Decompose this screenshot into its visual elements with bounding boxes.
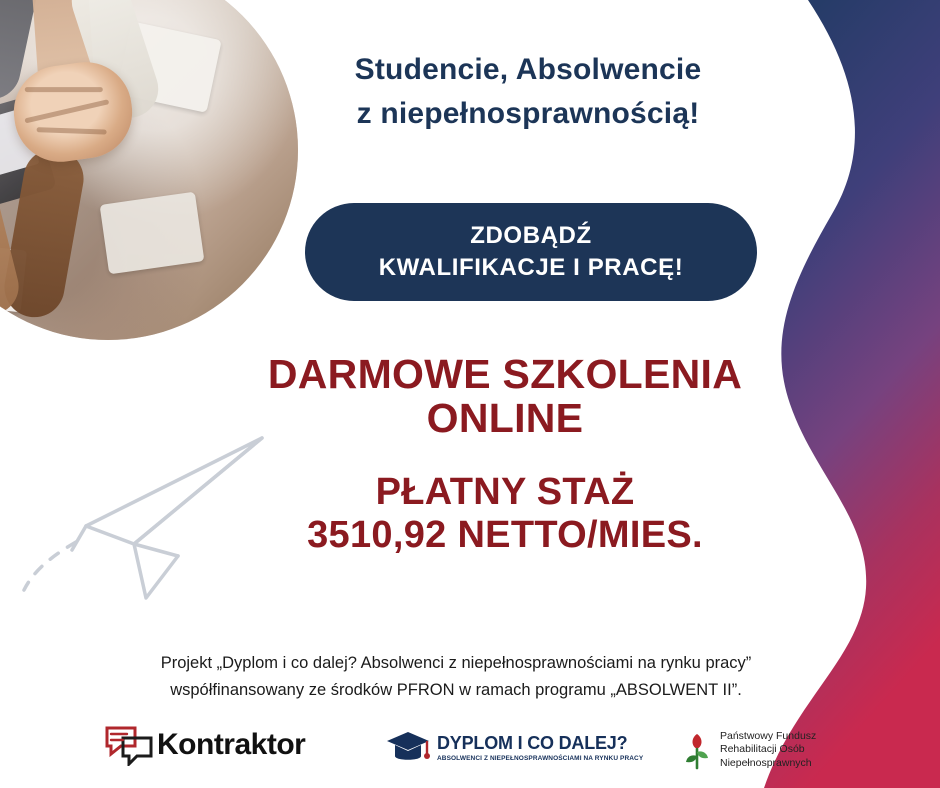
headline-line-1: Studencie, Absolwencie [354,53,702,86]
team-hands-together-photo [0,0,298,340]
page-title [268,48,788,135]
logo-pfron-line-3: Niepełnosprawnych [720,756,812,769]
logo-dyplom-subtitle: ABSOLWENCI Z NIEPEŁNOSPRAWNOŚCIAMI NA RYNKU PRACY [437,754,644,762]
logo-pfron-line-2: Rehabilitacji Osób [720,743,805,756]
offer-block [200,352,810,557]
offer-line-1: DARMOWE SZKOLENIA [267,351,743,397]
footer-line-1: Projekt „Dyplom i co dalej? Absolwenci z niepełnosprawnościami na rynku pracy” [160,654,752,672]
footer-line-2: współfinansowany ze środków PFRON w ramach programu „ABSOLWENT II”. [170,681,742,700]
logo-pfron [680,730,816,770]
pfron-flower-icon [680,730,714,770]
logo-pfron-line-1: Państwowy Fundusz [720,730,817,742]
headline-line-2: z niepełnosprawnością! [356,96,700,130]
logo-kontraktor-label: Kontraktor [157,728,306,761]
speech-bubbles-icon [105,724,153,766]
offer-line-3: PŁATNY STAŻ [375,471,635,514]
logo-row [80,724,840,782]
project-description [70,650,842,704]
graduation-cap-icon [385,728,431,768]
logo-kontraktor [105,724,305,766]
offer-line-2: ONLINE [426,395,584,442]
logo-dyplom-label: DYPLOM I CO DALEJ? [437,733,628,754]
offer-line-4: 3510,92 NETTO/MIES. [307,513,703,556]
cta-banner [305,203,757,301]
cta-line-1: ZDOBĄDŹ [470,221,592,249]
logo-dyplom-i-co-dalej [385,728,643,768]
cta-line-2: KWALIFIKACJE I PRACĘ! [378,254,684,281]
